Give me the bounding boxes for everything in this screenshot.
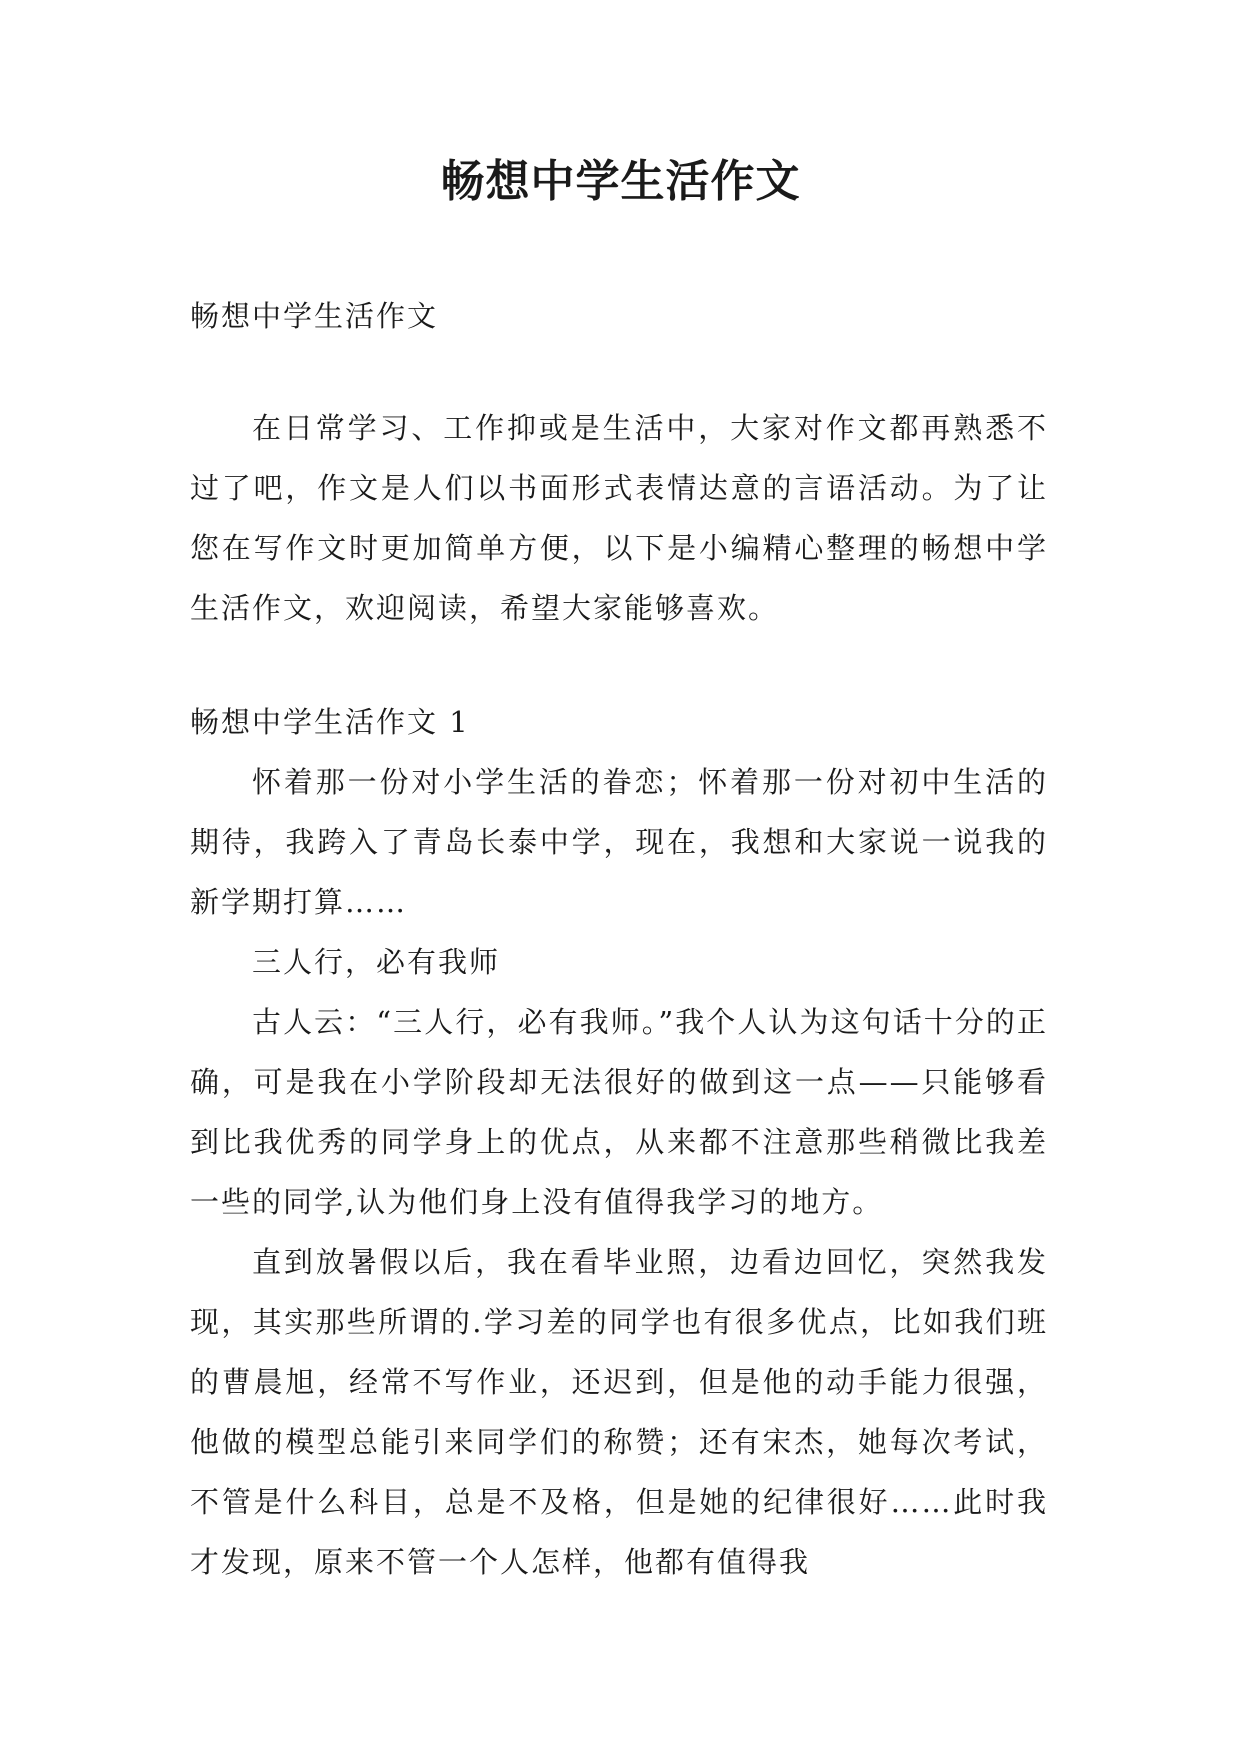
body-paragraph: 古人云：“三人行，必有我师。”我个人认为这句话十分的正确，可是我在小学阶段却无法很好的做到这一点——只能够看到比我优秀的同学身上的优点，从来都不注意那些稍微比我差一些的同学,认为他们身上没有值得我学习的地方。 xyxy=(190,1005,1048,1219)
sub-heading: 三人行，必有我师 xyxy=(252,945,501,979)
document-body xyxy=(190,286,1048,1592)
document-subtitle: 畅想中学生活作文 xyxy=(190,299,439,333)
section-title: 畅想中学生活作文 1 xyxy=(190,705,470,739)
intro-paragraph: 在日常学习、工作抑或是生活中，大家对作文都再熟悉不过了吧，作文是人们以书面形式表情达意的言语活动。为了让您在写作文时更加简单方便，以下是小编精心整理的畅想中学生活作文，欢迎阅读，希望大家能够喜欢。 xyxy=(190,411,1048,625)
body-paragraph: 怀着那一份对小学生活的眷恋；怀着那一份对初中生活的期待，我跨入了青岛长泰中学，现在，我想和大家说一说我的新学期打算…… xyxy=(190,765,1048,919)
body-paragraph: 直到放暑假以后，我在看毕业照，边看边回忆，突然我发现，其实那些所谓的.学习差的同学也有很多优点，比如我们班的曹晨旭，经常不写作业，还迟到，但是他的动手能力很强，他做的模型总能引来同学们的称赞；还有宋杰，她每次考试，不管是什么科目，总是不及格，但是她的纪律很好……此时我才发现，原来不管一个人怎样，他都有值得我 xyxy=(190,1245,1048,1579)
document-title: 畅想中学生活作文 xyxy=(440,156,801,207)
